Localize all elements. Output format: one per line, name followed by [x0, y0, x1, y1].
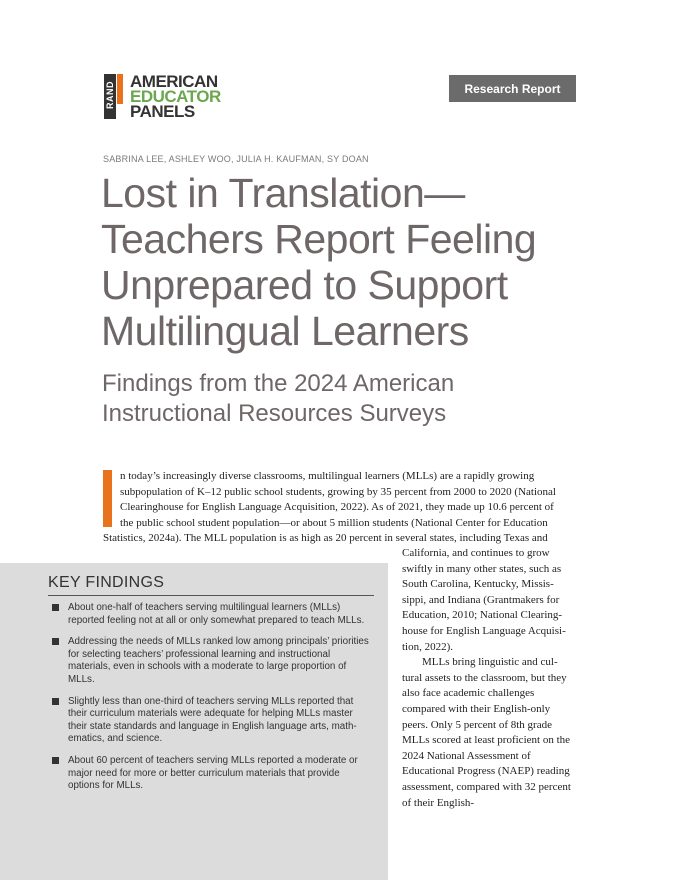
body-column-right [402, 546, 574, 811]
key-finding-text: Addressing the needs of MLLs ranked low among principals’ priorities for selecting teachers’ professional learning and instructional materials, even in schools with a moderate to large proportion of MLLs. [68, 636, 369, 685]
body-paragraph: California, and continues to grow swiftly in many other states, such as South Carolina, Kentucky, Mississippi, and Indiana (Grantmakers for Education, 2010; National Clearinghouse for English Language Acquisition, 2022). [402, 547, 566, 653]
logo-orange-bar [117, 74, 123, 104]
page-subtitle: Findings from the 2024 American Instructional Resources Surveys [102, 370, 455, 427]
bullet-square-icon [52, 757, 59, 764]
intro-line: Clearinghouse for English Language Acquisition, 2022). As of 2021, they made up 10.6 percent of [120, 501, 554, 514]
intro-line: n today’s increasingly diverse classrooms, multilingual learners (MLLs) are a rapidly growing [120, 470, 535, 482]
author-list: SABRINA LEE, ASHLEY WOO, JULIA H. KAUFMAN, SY DOAN [103, 154, 369, 164]
key-finding-text: Slightly less than one-third of teachers serving MLLs reported that their curriculum materials were adequate for helping MLLs master their state standards and language in English language arts, mathematics, and science. [68, 695, 357, 745]
intro-line: Statistics, 2024a). The MLL population is as high as 20 percent in several states, including Texas and [103, 532, 548, 545]
key-finding-item [52, 602, 372, 627]
logo-line-american: AMERICAN [130, 72, 218, 91]
key-findings-heading: KEY FINDINGS [48, 574, 165, 591]
report-type-badge: Research Report [449, 75, 576, 102]
rand-logo-bar [104, 74, 116, 119]
key-finding-item [52, 636, 372, 686]
bullet-square-icon [52, 604, 59, 611]
rand-aep-logo [104, 74, 234, 120]
rand-wordmark: RAND [105, 81, 115, 109]
bullet-square-icon [52, 638, 59, 645]
key-finding-text: About one-half of teachers serving multilingual learners (MLLs) reported feeling not at all or only somewhat prepared to teach MLLs. [68, 602, 365, 626]
page-title: Lost in Translation— Teachers Report Feeling Unprepared to Support Multilingual Learners [101, 170, 537, 354]
key-findings-list [52, 602, 372, 802]
key-finding-item [52, 696, 372, 746]
body-paragraph: MLLs bring linguistic and cultural assets to the classroom, but they also face academic challenges compared with their English-only peers. Only 5 percent of 8th grade MLLs scored at least proficient on the 2024 National Assessment of Educational Progress (NAEP) reading assessment, compared with 32 percent of their English- [402, 656, 571, 809]
key-finding-item [52, 755, 372, 793]
logo-line-educator: EDUCATOR [130, 87, 221, 106]
bullet-square-icon [52, 698, 59, 705]
key-finding-text: About 60 percent of teachers serving MLLs reported a moderate or major need for more or better curriculum materials that provide options for MLLs. [68, 754, 358, 792]
key-findings-divider [48, 595, 374, 596]
logo-line-panels: PANELS [130, 102, 195, 121]
intro-line: subpopulation of K–12 public school students, growing by 35 percent from 2000 to 2020 (National [120, 485, 556, 498]
intro-paragraph [103, 469, 573, 547]
intro-line: the public school student population—or about 5 million students (National Center for Education [120, 516, 548, 529]
